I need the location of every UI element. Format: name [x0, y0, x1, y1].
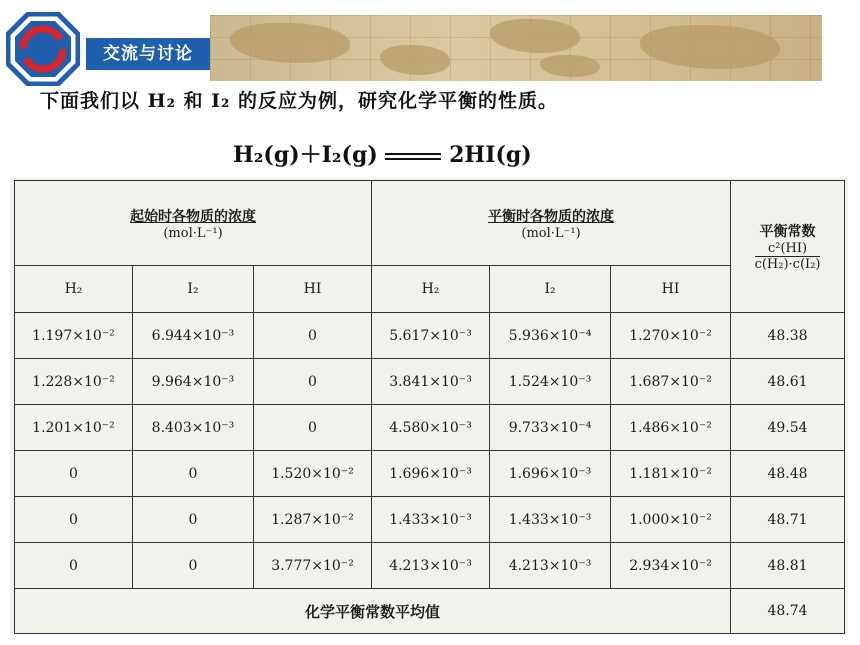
table-cell: 1.687×10⁻² [611, 359, 731, 405]
table-cell: 48.38 [731, 313, 845, 359]
sub-header: H₂ [372, 266, 490, 313]
world-map-banner [210, 15, 822, 81]
average-row [15, 589, 845, 634]
table-row [15, 451, 845, 497]
table-cell: 0 [15, 497, 133, 543]
average-value: 48.74 [731, 589, 845, 634]
initial-concentration-header [15, 181, 372, 266]
table-cell: 0 [254, 405, 372, 451]
table-cell: 1.201×10⁻² [15, 405, 133, 451]
initial-unit: (mol·L⁻¹) [163, 225, 223, 241]
sub-header: HI [254, 266, 372, 313]
recycle-logo-icon [6, 12, 80, 86]
average-label: 化学平衡常数平均值 [15, 589, 731, 634]
intro-text: 下面我们以 H₂ 和 I₂ 的反应为例，研究化学平衡的性质。 [40, 90, 558, 112]
table-cell: 48.61 [731, 359, 845, 405]
equilibrium-arrow-icon [385, 151, 441, 161]
table-cell: 6.944×10⁻³ [133, 313, 254, 359]
k-title: 平衡常数 [759, 224, 816, 240]
sub-header: HI [611, 266, 731, 313]
table-cell: 1.520×10⁻² [254, 451, 372, 497]
equation-reactants: H₂(g)＋I₂(g) [233, 142, 378, 168]
table-cell: 3.841×10⁻³ [372, 359, 490, 405]
table-cell: 1.228×10⁻² [15, 359, 133, 405]
sub-header: H₂ [15, 266, 133, 313]
table-cell: 1.197×10⁻² [15, 313, 133, 359]
table-cell: 1.696×10⁻³ [372, 451, 490, 497]
table-cell: 1.486×10⁻² [611, 405, 731, 451]
table-cell: 48.71 [731, 497, 845, 543]
table-cell: 48.48 [731, 451, 845, 497]
equilibrium-unit: (mol·L⁻¹) [521, 225, 581, 241]
table-cell: 1.000×10⁻² [611, 497, 731, 543]
table-cell: 1.287×10⁻² [254, 497, 372, 543]
table-cell: 0 [15, 451, 133, 497]
table-cell: 4.580×10⁻³ [372, 405, 490, 451]
table-cell: 9.733×10⁻⁴ [490, 405, 611, 451]
reaction-equation [233, 138, 532, 169]
table-cell: 5.936×10⁻⁴ [490, 313, 611, 359]
k-formula [755, 241, 821, 272]
section-badge: 交流与讨论 [86, 38, 210, 70]
table-cell: 0 [133, 497, 254, 543]
table-cell: 0 [254, 359, 372, 405]
table-cell: 4.213×10⁻³ [372, 543, 490, 589]
table-cell: 0 [133, 451, 254, 497]
equilibrium-data-table [14, 180, 845, 634]
table-cell: 5.617×10⁻³ [372, 313, 490, 359]
equilibrium-group-label: 平衡时各物质的浓度 [488, 208, 615, 225]
table-cell: 0 [254, 313, 372, 359]
table-cell: 0 [133, 543, 254, 589]
equilibrium-constant-header [731, 181, 845, 313]
sub-header: I₂ [490, 266, 611, 313]
table-row [15, 359, 845, 405]
table-cell: 1.433×10⁻³ [490, 497, 611, 543]
equation-products: 2HI(g) [449, 142, 532, 168]
table-cell: 1.181×10⁻² [611, 451, 731, 497]
k-denominator: c(H₂)·c(I₂) [754, 257, 821, 272]
equilibrium-concentration-header [372, 181, 731, 266]
initial-group-label: 起始时各物质的浓度 [130, 208, 256, 225]
table-cell: 2.934×10⁻² [611, 543, 731, 589]
table-row [15, 405, 845, 451]
table-row [15, 497, 845, 543]
table-cell: 4.213×10⁻³ [490, 543, 611, 589]
table-cell: 1.524×10⁻³ [490, 359, 611, 405]
table-row [15, 313, 845, 359]
sub-header: I₂ [133, 266, 254, 313]
table-cell: 1.433×10⁻³ [372, 497, 490, 543]
table-cell: 49.54 [731, 405, 845, 451]
table-cell: 8.403×10⁻³ [133, 405, 254, 451]
table-cell: 1.270×10⁻² [611, 313, 731, 359]
table-cell: 3.777×10⁻² [254, 543, 372, 589]
table-cell: 1.696×10⁻³ [490, 451, 611, 497]
table-row [15, 543, 845, 589]
table-cell: 48.81 [731, 543, 845, 589]
k-numerator: c²(HI) [755, 241, 821, 257]
table-cell: 0 [15, 543, 133, 589]
table-cell: 9.964×10⁻³ [133, 359, 254, 405]
